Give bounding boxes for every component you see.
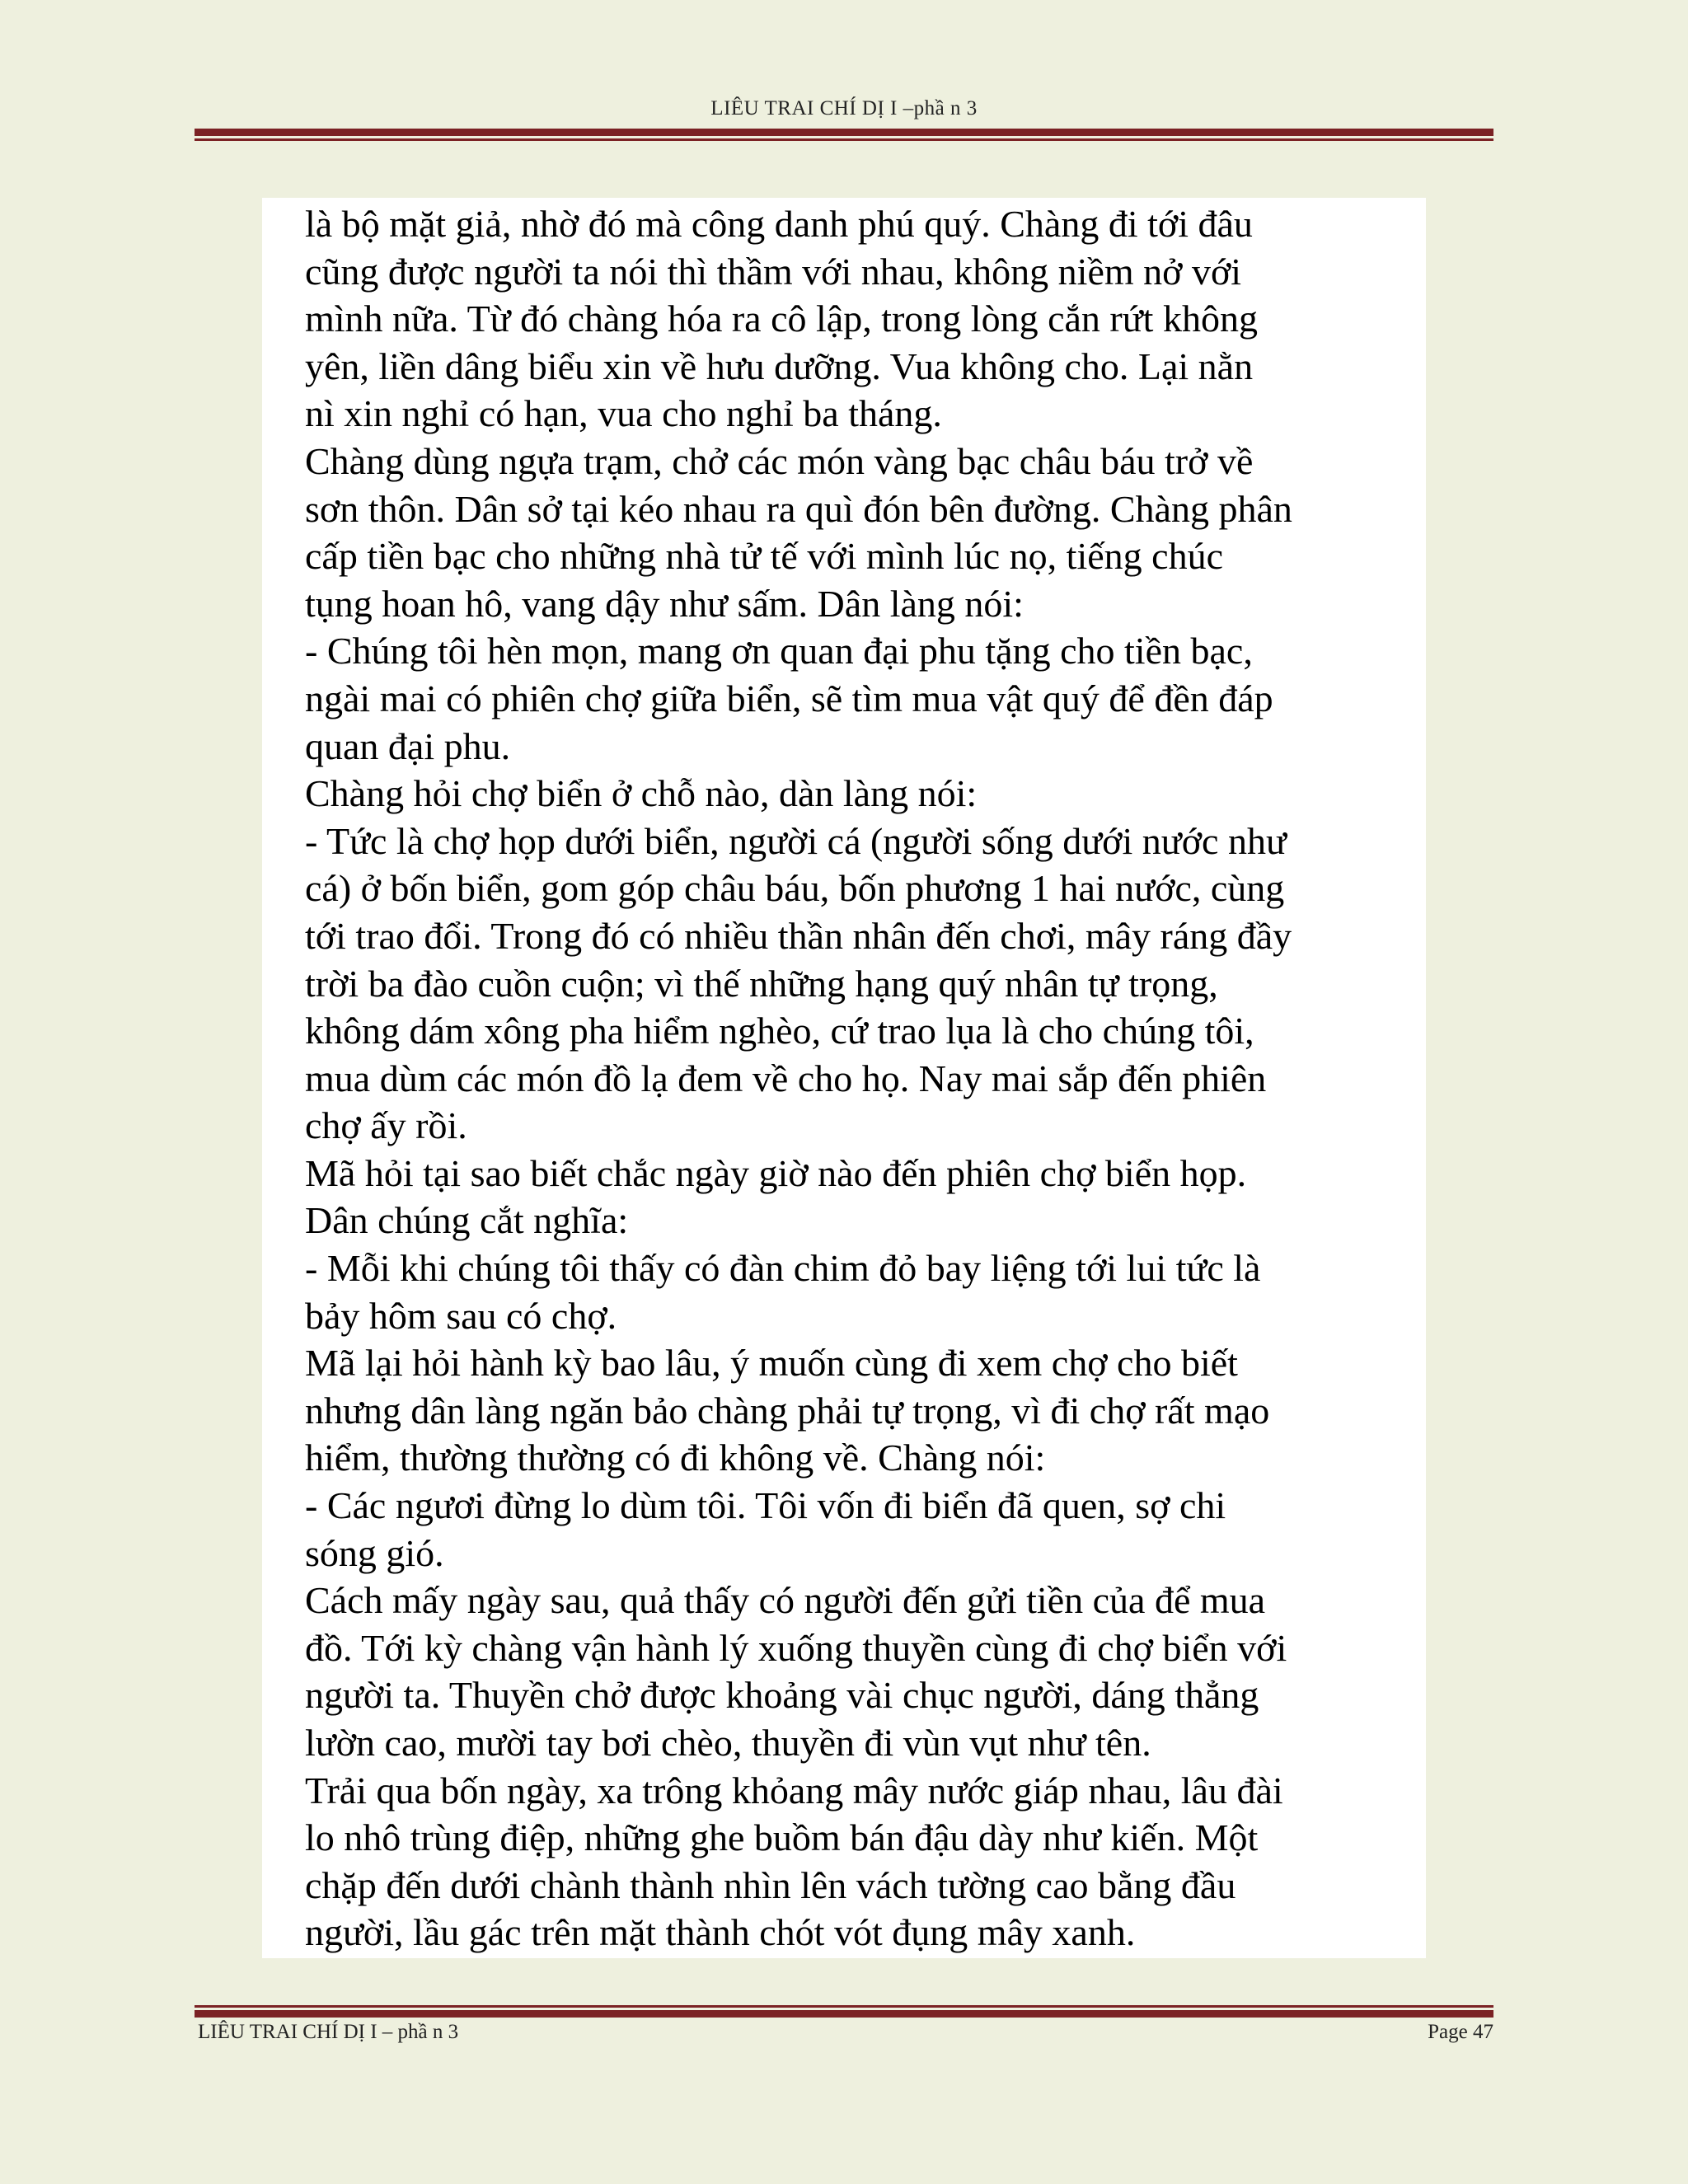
footer-rule-thick — [195, 2010, 1493, 2018]
text-line: hiểm, thường thường có đi không về. Chàng nói: — [305, 1436, 1046, 1479]
footer-rule — [195, 2005, 1493, 2018]
text-line: mua dùm các món đồ lạ đem về cho họ. Nay mai sắp đến phiên — [305, 1057, 1267, 1099]
text-line: lườn cao, mười tay bơi chèo, thuyền đi vùn vụt như tên. — [305, 1722, 1151, 1764]
text-line: mình nữa. Từ đó chàng hóa ra cô lập, trong lòng cắn rứt không — [305, 298, 1258, 340]
text-line: - Mỗi khi chúng tôi thấy có đàn chim đỏ bay liệng tới lui tức là — [305, 1247, 1261, 1290]
text-line: người, lầu gác trên mặt thành chót vót đụng mây xanh. — [305, 1911, 1136, 1954]
text-line: cũng được người ta nói thì thầm với nhau, không niềm nở với — [305, 250, 1242, 293]
text-line: - Các ngươi đừng lo dùm tôi. Tôi vốn đi biển đã quen, sợ chi — [305, 1484, 1226, 1527]
text-line: tới trao đổi. Trong đó có nhiều thần nhân đến chơi, mây ráng đầy — [305, 914, 1292, 957]
text-line: không dám xông pha hiểm nghèo, cứ trao lụa là cho chúng tôi, — [305, 1010, 1254, 1052]
footer-title: LIÊU TRAI CHÍ DỊ I – phầ n 3 — [198, 2021, 459, 2043]
text-line: trời ba đào cuồn cuộn; vì thế những hạng quý nhân tự trọng, — [305, 962, 1218, 1005]
header-rule-thick — [195, 129, 1493, 136]
text-line: Cách mấy ngày sau, quả thấy có người đến gửi tiền của để mua — [305, 1579, 1266, 1622]
body-text — [305, 200, 1426, 1957]
text-line: chặp đến dưới chành thành nhìn lên vách tường cao bằng đầu — [305, 1863, 1236, 1906]
text-line: sơn thôn. Dân sở tại kéo nhau ra quì đón bên đường. Chàng phân — [305, 487, 1292, 530]
text-line: nì xin nghỉ có hạn, vua cho nghỉ ba tháng. — [305, 392, 942, 435]
text-line: - Tức là chợ họp dưới biển, người cá (người sống dưới nước như — [305, 819, 1287, 862]
text-line: Trải qua bốn ngày, xa trông khỏang mây nước giáp nhau, lâu đài — [305, 1769, 1283, 1811]
header-rule-thin — [195, 138, 1493, 141]
text-line: Chàng dùng ngựa trạm, chở các món vàng bạc châu báu trở về — [305, 439, 1254, 482]
text-line: quan đại phu. — [305, 724, 511, 767]
running-header: LIÊU TRAI CHÍ DỊ I –phầ n 3 — [710, 97, 978, 120]
text-line: cá) ở bốn biển, gom góp châu báu, bốn phương 1 hai nước, cùng — [305, 867, 1285, 910]
text-line: chợ ấy rồi. — [305, 1104, 467, 1147]
text-line: tụng hoan hô, vang dậy như sấm. Dân làng nói: — [305, 582, 1024, 625]
text-line: ngài mai có phiên chợ giữa biển, sẽ tìm mua vật quý để đền đáp — [305, 677, 1273, 719]
body-text-panel — [262, 198, 1426, 1958]
text-line: Chàng hỏi chợ biển ở chỗ nào, dàn làng nói: — [305, 772, 978, 815]
text-line: nhưng dân làng ngăn bảo chàng phải tự trọng, vì đi chợ rất mạo — [305, 1389, 1270, 1432]
header-rule — [195, 129, 1493, 141]
text-line: Mã lại hỏi hành kỳ bao lâu, ý muốn cùng đi xem chợ cho biết — [305, 1342, 1238, 1385]
footer-rule-thin — [195, 2005, 1493, 2008]
text-line: người ta. Thuyền chở được khoảng vài chục người, dáng thẳng — [305, 1674, 1259, 1717]
text-line: - Chúng tôi hèn mọn, mang ơn quan đại phu tặng cho tiền bạc, — [305, 630, 1253, 673]
text-line: cấp tiền bạc cho những nhà tử tế với mình lúc nọ, tiếng chúc — [305, 535, 1223, 578]
text-line: sóng gió. — [305, 1531, 444, 1574]
text-line: lo nhô trùng điệp, những ghe buồm bán đậu dày như kiến. Một — [305, 1816, 1259, 1859]
text-line: Mã hỏi tại sao biết chắc ngày giờ nào đến phiên chợ biển họp. — [305, 1151, 1247, 1194]
text-line: bảy hôm sau có chợ. — [305, 1294, 617, 1337]
text-line: là bộ mặt giả, nhờ đó mà công danh phú quý. Chàng đi tới đâu — [305, 203, 1253, 245]
text-line: đồ. Tới kỳ chàng vận hành lý xuống thuyền cùng đi chợ biển với — [305, 1626, 1287, 1669]
text-line: Dân chúng cắt nghĩa: — [305, 1199, 629, 1242]
text-line: yên, liền dâng biểu xin về hưu dưỡng. Vua không cho. Lại nằn — [305, 344, 1254, 387]
page-number: Page 47 — [1428, 2021, 1493, 2043]
